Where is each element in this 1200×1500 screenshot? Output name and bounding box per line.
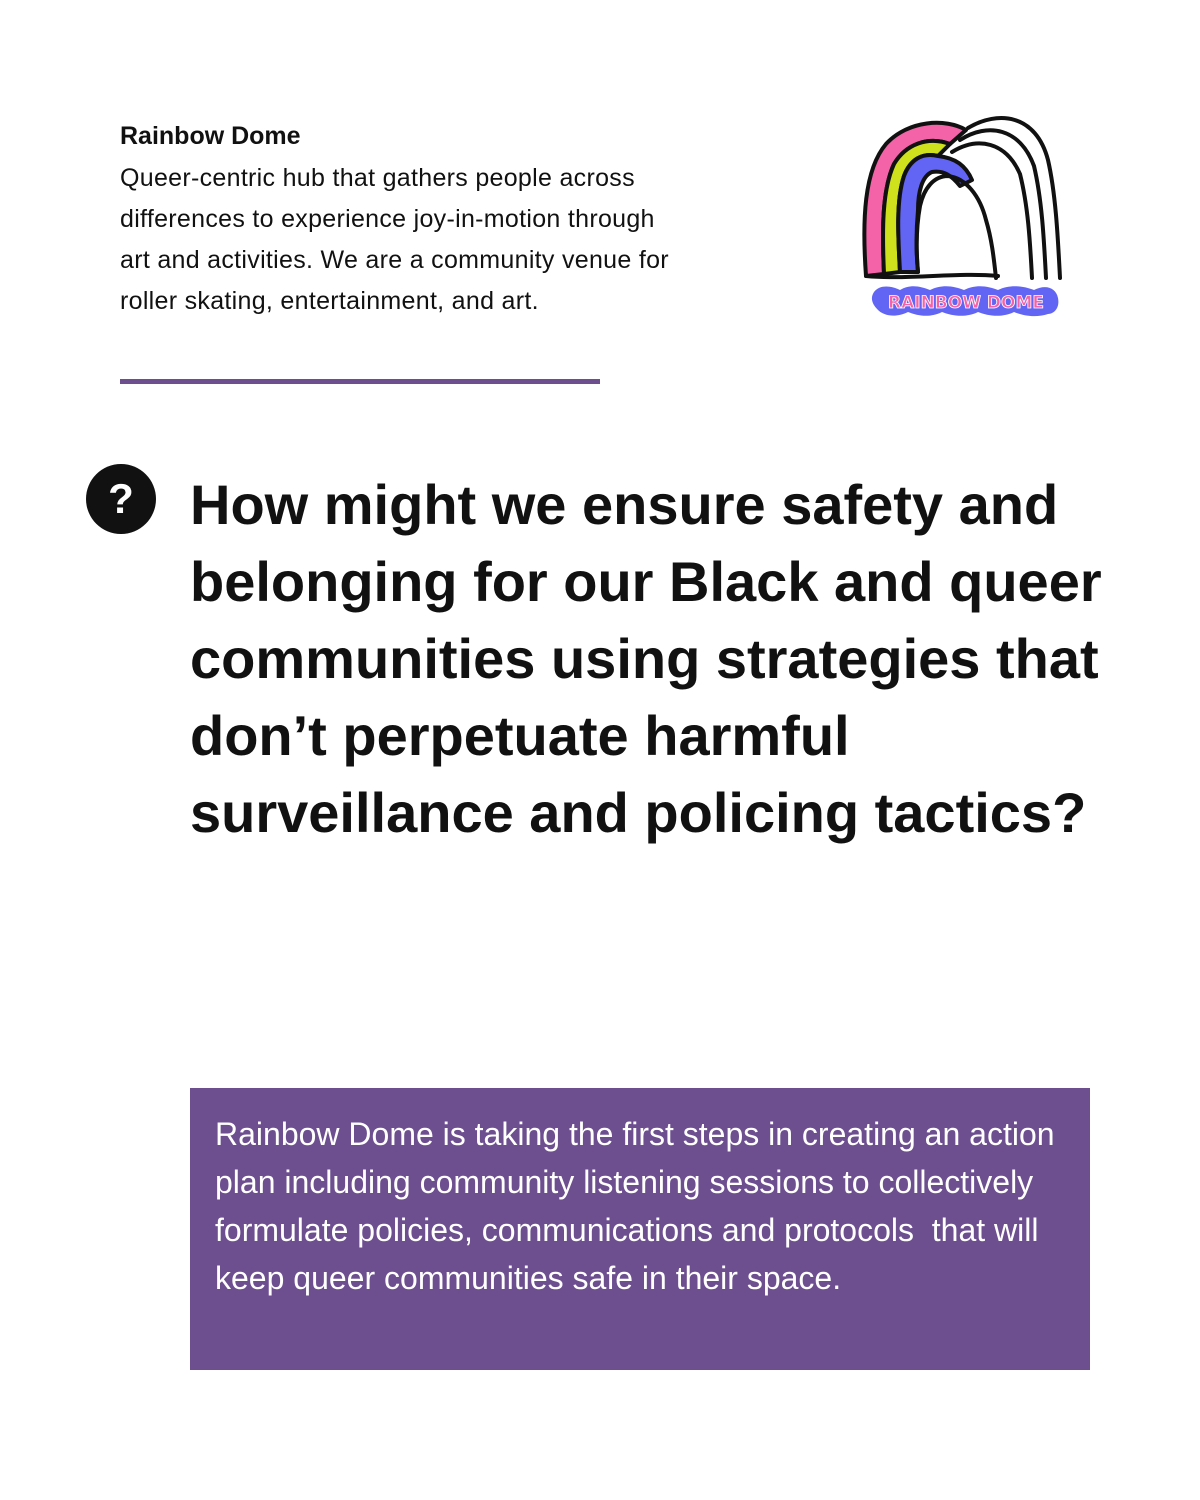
logo-text: RAINBOW DOME	[888, 293, 1044, 313]
question-mark-icon	[86, 464, 156, 534]
callout-text: Rainbow Dome is taking the first steps in creating an action plan including community listening sessions to collectively formulate policies, communications and protocols that will keep queer communities safe in their space.	[215, 1116, 1064, 1296]
org-info	[120, 118, 700, 322]
rainbow-dome-logo	[848, 100, 1076, 328]
org-name: Rainbow Dome	[120, 122, 301, 150]
callout-box	[190, 1088, 1090, 1370]
svg-text:?: ?	[108, 475, 134, 522]
section-divider	[120, 379, 600, 384]
org-description: Queer-centric hub that gathers people across differences to experience joy-in-motion through art and activities. We are a community venue for roller skating, entertainment, and art.	[120, 164, 669, 315]
question-heading: How might we ensure safety and belonging for our Black and queer communities using strategies that don’t perpetuate harmful surveillance and policing tactics?	[190, 473, 1102, 844]
